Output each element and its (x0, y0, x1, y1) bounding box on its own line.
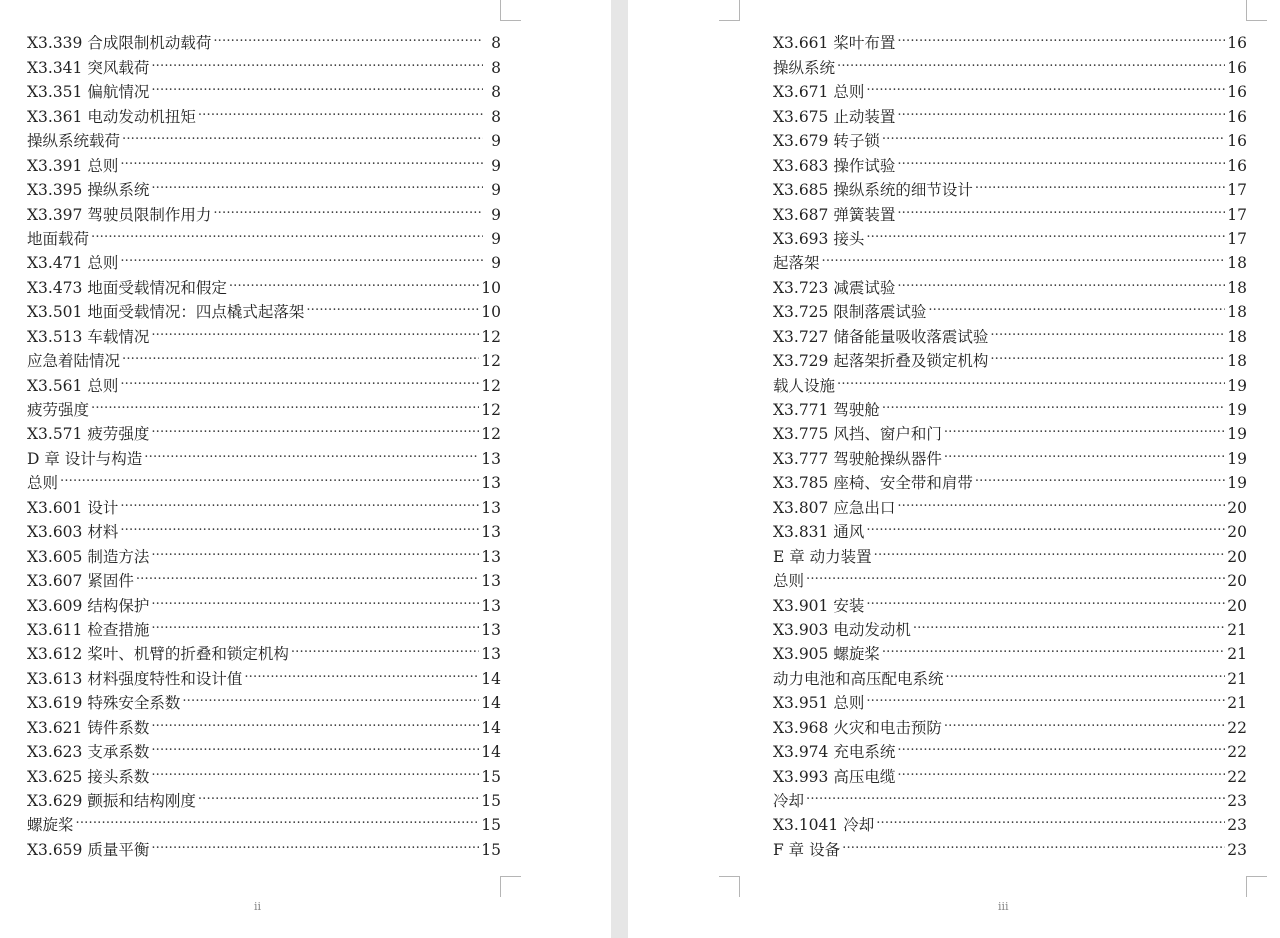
toc-entry[interactable] (27, 220, 501, 248)
dot-leader (136, 562, 479, 586)
toc-entry-page-number: 15 (481, 767, 501, 786)
toc-entry-title: X3.395 操纵系统 (27, 181, 150, 200)
dot-leader (151, 830, 479, 854)
toc-entry[interactable] (773, 73, 1247, 102)
toc-entry-page-number: 18 (1227, 352, 1247, 371)
toc-entry-title: X3.785 座椅、安全带和肩带 (773, 474, 973, 493)
toc-entry-title: 动力电池和高压配电系统 (773, 669, 944, 688)
dot-leader (913, 611, 1225, 635)
toc-list (773, 24, 1247, 859)
toc-entry-page-number: 13 (481, 498, 501, 517)
toc-entry-title: X3.685 操纵系统的细节设计 (773, 181, 973, 200)
crop-mark (1246, 876, 1267, 897)
toc-entry[interactable] (773, 586, 1247, 615)
toc-entry-page-number: 13 (481, 523, 501, 542)
toc-entry-page-number: 19 (1227, 376, 1247, 395)
dot-leader (842, 830, 1225, 854)
dot-leader (144, 439, 479, 463)
toc-entry-title: 总则 (27, 474, 59, 493)
toc-entry-page-number: 19 (1227, 401, 1247, 419)
toc-entry-title: 疲劳强度 (27, 401, 90, 419)
toc-entry-title: X3.339 合成限制机动载荷 (27, 34, 212, 53)
toc-entry[interactable] (27, 244, 501, 273)
dot-leader (975, 171, 1225, 195)
toc-entry-page-number: 21 (1227, 620, 1247, 639)
toc-entry-page-number: 23 (1227, 840, 1247, 859)
dot-leader (990, 317, 1225, 341)
crop-mark (719, 0, 740, 21)
dot-leader (244, 659, 479, 683)
toc-entry-page-number: 19 (1227, 474, 1247, 493)
dot-leader (866, 513, 1225, 537)
dot-leader (990, 342, 1225, 366)
dot-leader (60, 464, 479, 488)
toc-entry-page-number: 13 (481, 620, 501, 639)
toc-entry-page-number: 16 (1227, 34, 1247, 53)
toc-entry-title: X3.605 制造方法 (27, 547, 150, 566)
crop-mark (719, 876, 740, 897)
toc-entry-page-number: 17 (1227, 205, 1247, 224)
toc-entry-title: X3.501 地面受载情况：四点橇式起落架 (27, 303, 305, 322)
dot-leader (897, 195, 1225, 219)
dot-leader (806, 782, 1225, 806)
toc-entry-page-number: 9 (491, 229, 501, 248)
toc-entry-title: X3.612 桨叶、机臂的折叠和锁定机构 (27, 645, 289, 664)
dot-leader (120, 488, 479, 512)
toc-entry-title: 起落架 (773, 254, 820, 273)
toc-entry-title: E 章 动力装置 (773, 547, 872, 566)
toc-entry-title: X3.397 驾驶员限制作用力 (27, 205, 212, 224)
dot-leader (837, 48, 1225, 72)
toc-entry-title: X3.607 紧固件 (27, 572, 134, 591)
toc-entry-page-number: 21 (1227, 645, 1247, 664)
dot-leader (866, 586, 1225, 610)
dot-leader (120, 146, 483, 170)
toc-entry-page-number: 17 (1227, 229, 1247, 248)
dot-leader (897, 757, 1225, 781)
toc-entry-title: X3.807 应急出口 (773, 498, 896, 517)
dot-leader (151, 317, 479, 341)
dot-leader (944, 439, 1225, 463)
toc-entry-title: F 章 设备 (773, 840, 841, 859)
toc-entry-title: D 章 设计与构造 (27, 449, 143, 468)
toc-entry-title: X3.775 风挡、窗户和门 (773, 425, 942, 444)
dot-leader (151, 73, 483, 97)
toc-entry-title: X3.625 接头系数 (27, 767, 150, 786)
toc-entry-page-number: 13 (481, 596, 501, 615)
toc-entry-page-number: 20 (1227, 572, 1247, 591)
toc-entry-page-number: 18 (1227, 278, 1247, 297)
dot-leader (122, 342, 479, 366)
crop-mark (500, 0, 521, 21)
dot-leader (866, 73, 1225, 97)
dot-leader (928, 293, 1225, 317)
toc-entry-page-number: 13 (481, 645, 501, 664)
dot-leader (151, 733, 479, 757)
toc-entry[interactable] (773, 268, 1247, 297)
toc-entry-page-number: 12 (481, 327, 501, 346)
toc-entry-page-number: 20 (1227, 498, 1247, 517)
dot-leader (866, 684, 1225, 708)
toc-entry[interactable] (27, 806, 501, 835)
document-page-right (628, 0, 1280, 938)
toc-entry-page-number: 21 (1227, 694, 1247, 713)
toc-entry-title: 操纵系统 (773, 58, 836, 77)
dot-leader (946, 659, 1226, 683)
dot-leader (874, 537, 1226, 561)
dot-leader (837, 366, 1225, 390)
toc-entry[interactable] (773, 244, 1247, 273)
toc-entry-title: X3.974 充电系统 (773, 743, 896, 762)
toc-entry-page-number: 23 (1227, 816, 1247, 835)
dot-leader (897, 146, 1225, 170)
dot-leader (229, 268, 479, 292)
toc-entry-title: X3.771 驾驶舱 (773, 401, 880, 419)
toc-list (27, 24, 501, 859)
toc-entry-page-number: 8 (491, 34, 501, 53)
toc-entry-title: X3.777 驾驶舱操纵器件 (773, 449, 942, 468)
toc-entry-title: X3.621 铸件系数 (27, 718, 150, 737)
toc-entry-page-number: 15 (481, 840, 501, 859)
toc-entry-page-number: 9 (491, 132, 501, 151)
dot-leader (120, 366, 479, 390)
toc-entry-page-number: 17 (1227, 181, 1247, 200)
toc-entry[interactable] (773, 562, 1247, 591)
dot-leader (866, 220, 1225, 244)
toc-entry-page-number: 16 (1227, 132, 1247, 151)
toc-entry-title: X3.729 起落架折叠及锁定机构 (773, 352, 989, 371)
toc-entry[interactable] (27, 415, 501, 444)
toc-entry-title: X3.901 安装 (773, 596, 865, 615)
toc-entry-title: X3.659 质量平衡 (27, 840, 150, 859)
dot-leader (882, 122, 1225, 146)
toc-entry-title: X3.693 接头 (773, 229, 865, 248)
dot-leader (882, 635, 1225, 659)
toc-entry-page-number: 14 (481, 743, 501, 762)
toc-entry-page-number: 8 (491, 107, 501, 126)
toc-entry-page-number: 14 (481, 669, 501, 688)
toc-entry-page-number: 14 (481, 718, 501, 737)
toc-entry-title: X3.341 突风载荷 (27, 58, 150, 77)
toc-entry[interactable] (27, 24, 501, 53)
toc-entry-title: X3.613 材料强度特性和设计值 (27, 669, 243, 688)
page-number-footer: ii (254, 900, 262, 913)
toc-entry-title: 应急着陆情况 (27, 352, 121, 371)
toc-entry-page-number: 16 (1227, 107, 1247, 126)
toc-entry-page-number: 20 (1227, 596, 1247, 615)
toc-entry-page-number: 21 (1227, 669, 1247, 688)
toc-entry-page-number: 20 (1227, 547, 1247, 566)
toc-entry[interactable] (773, 366, 1247, 395)
toc-entry-title: X3.1041 冷却 (773, 816, 875, 835)
toc-entry-title: X3.725 限制落震试验 (773, 303, 927, 322)
toc-entry-page-number: 9 (491, 181, 501, 200)
dot-leader (213, 195, 483, 219)
toc-entry[interactable] (773, 782, 1247, 810)
toc-entry-title: X3.473 地面受载情况和假定 (27, 278, 227, 297)
toc-entry-page-number: 15 (481, 816, 501, 835)
toc-entry-page-number: 9 (491, 156, 501, 175)
toc-entry-page-number: 12 (481, 352, 501, 371)
toc-entry-title: X3.391 总则 (27, 156, 119, 175)
toc-entry-page-number: 16 (1227, 83, 1247, 102)
dot-leader (151, 708, 479, 732)
dot-leader (151, 586, 479, 610)
toc-entry-title: X3.513 车载情况 (27, 327, 150, 346)
toc-entry-title: X3.623 支承系数 (27, 743, 150, 762)
dot-leader (151, 611, 479, 635)
toc-entry-title: X3.903 电动发动机 (773, 620, 911, 639)
dot-leader (806, 562, 1225, 586)
dot-leader (975, 464, 1225, 488)
dot-leader (944, 415, 1225, 439)
toc-entry-page-number: 19 (1227, 449, 1247, 468)
toc-entry[interactable] (27, 464, 501, 493)
dot-leader (151, 757, 479, 781)
toc-entry-page-number: 22 (1227, 743, 1247, 762)
dot-leader (151, 415, 479, 439)
toc-entry-page-number: 13 (481, 449, 501, 468)
toc-entry-title: X3.671 总则 (773, 83, 865, 102)
toc-entry-title: 总则 (773, 572, 805, 591)
dot-leader (120, 513, 479, 537)
toc-entry-page-number: 8 (491, 58, 501, 77)
toc-entry-title: X3.629 颤振和结构刚度 (27, 792, 196, 810)
toc-entry-page-number: 18 (1227, 327, 1247, 346)
dot-leader (944, 708, 1225, 732)
dot-leader (876, 806, 1225, 830)
toc-entry-title: X3.609 结构保护 (27, 596, 150, 615)
toc-entry-page-number: 14 (481, 694, 501, 713)
toc-entry-page-number: 12 (481, 376, 501, 395)
page-gutter (611, 0, 628, 938)
toc-entry-page-number: 18 (1227, 254, 1247, 273)
toc-entry-title: X3.831 通风 (773, 523, 865, 542)
dot-leader (897, 268, 1225, 292)
dot-leader (822, 244, 1226, 268)
toc-entry-page-number: 19 (1227, 425, 1247, 444)
dot-leader (213, 24, 483, 48)
toc-entry-title: 螺旋桨 (27, 816, 74, 835)
dot-leader (897, 488, 1225, 512)
toc-entry-title: X3.601 设计 (27, 498, 119, 517)
toc-entry-page-number: 10 (481, 303, 501, 322)
page-number-footer: iii (998, 900, 1009, 913)
toc-entry-page-number: 22 (1227, 767, 1247, 786)
toc-entry-page-number: 22 (1227, 718, 1247, 737)
dot-leader (198, 782, 479, 806)
toc-entry-title: X3.611 检查措施 (27, 620, 150, 639)
toc-entry-page-number: 12 (481, 401, 501, 419)
dot-leader (897, 97, 1225, 121)
toc-entry-title: X3.471 总则 (27, 254, 119, 273)
toc-entry-title: X3.727 储备能量吸收落震试验 (773, 327, 989, 346)
toc-entry-page-number: 9 (491, 205, 501, 224)
toc-entry-page-number: 16 (1227, 156, 1247, 175)
toc-entry[interactable] (773, 391, 1247, 419)
toc-entry-title: X3.968 火灾和电击预防 (773, 718, 942, 737)
toc-entry-page-number: 23 (1227, 792, 1247, 810)
toc-entry[interactable] (27, 830, 501, 859)
toc-entry-page-number: 18 (1227, 303, 1247, 322)
dot-leader (897, 24, 1225, 48)
toc-entry-title: 操纵系统载荷 (27, 132, 121, 151)
toc-entry-title: X3.905 螺旋桨 (773, 645, 880, 664)
toc-entry-title: X3.361 电动发动机扭矩 (27, 107, 196, 126)
toc-entry-page-number: 20 (1227, 523, 1247, 542)
toc-entry-title: 载人设施 (773, 376, 836, 395)
dot-leader (306, 293, 479, 317)
dot-leader (291, 635, 479, 659)
toc-entry-page-number: 13 (481, 547, 501, 566)
toc-entry[interactable] (773, 830, 1247, 859)
toc-entry-title: X3.993 高压电缆 (773, 767, 896, 786)
dot-leader (122, 122, 483, 146)
toc-entry-page-number: 13 (481, 474, 501, 493)
toc-entry[interactable] (27, 488, 501, 517)
toc-entry[interactable] (27, 391, 501, 419)
crop-mark (500, 876, 521, 897)
toc-entry-page-number: 16 (1227, 58, 1247, 77)
toc-entry-title: X3.687 弹簧装置 (773, 205, 896, 224)
dot-leader (151, 48, 483, 72)
dot-leader (182, 684, 479, 708)
toc-entry-title: X3.561 总则 (27, 376, 119, 395)
dot-leader (198, 97, 483, 121)
toc-entry-title: 地面载荷 (27, 229, 90, 248)
toc-entry-page-number: 13 (481, 572, 501, 591)
dot-leader (151, 537, 479, 561)
toc-entry-title: X3.661 桨叶布置 (773, 34, 896, 53)
toc-entry-title: X3.683 操作试验 (773, 156, 896, 175)
dot-leader (151, 171, 483, 195)
document-page-left (0, 0, 611, 938)
toc-entry-title: X3.679 转子锁 (773, 132, 880, 151)
toc-entry-title: X3.675 止动装置 (773, 107, 896, 126)
dot-leader (882, 391, 1225, 415)
toc-entry-title: X3.723 减震试验 (773, 278, 896, 297)
toc-entry-title: X3.571 疲劳强度 (27, 425, 150, 444)
dot-leader (76, 806, 480, 830)
toc-entry-title: 冷却 (773, 792, 805, 810)
dot-leader (120, 244, 483, 268)
toc-entry-title: X3.951 总则 (773, 694, 865, 713)
dot-leader (897, 733, 1225, 757)
toc-entry[interactable] (773, 806, 1247, 835)
toc-entry-page-number: 9 (491, 254, 501, 273)
dot-leader (91, 391, 479, 415)
toc-entry-page-number: 10 (481, 278, 501, 297)
crop-mark (1246, 0, 1267, 21)
toc-entry-page-number: 8 (491, 83, 501, 102)
toc-entry-title: X3.619 特殊安全系数 (27, 694, 181, 713)
toc-entry-title: X3.351 偏航情况 (27, 83, 150, 102)
toc-entry-page-number: 15 (481, 792, 501, 810)
dot-leader (91, 220, 483, 244)
toc-entry[interactable] (773, 48, 1247, 77)
toc-entry-page-number: 12 (481, 425, 501, 444)
toc-entry[interactable] (773, 24, 1247, 53)
toc-entry-title: X3.603 材料 (27, 523, 119, 542)
